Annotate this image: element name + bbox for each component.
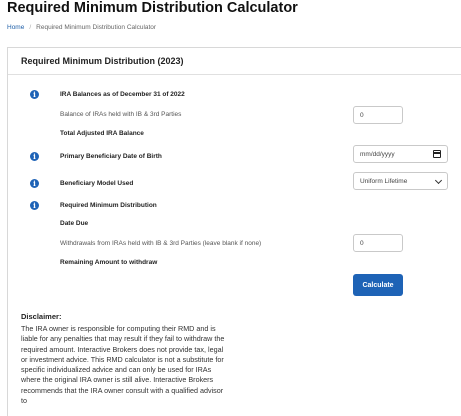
- selected-model: Uniform Lifetime: [360, 177, 408, 185]
- chevron-down-icon: [435, 177, 442, 184]
- info-icon[interactable]: i: [30, 179, 39, 188]
- balance-label: Balance of IRAs held with IB & 3rd Parties: [60, 111, 182, 118]
- beneficiary-dob-label: Primary Beneficiary Date of Birth: [60, 153, 162, 160]
- info-icon[interactable]: i: [30, 90, 39, 99]
- beneficiary-model-select[interactable]: [353, 172, 448, 190]
- date-placeholder: mm/dd/yyyy: [360, 150, 395, 158]
- ira-balances-heading: IRA Balances as of December 31 of 2022: [60, 91, 185, 98]
- info-icon[interactable]: i: [30, 152, 39, 161]
- withdrawals-label: Withdrawals from IRAs held with IB & 3rd Parties (leave blank if none): [60, 240, 262, 247]
- calculate-button[interactable]: Calculate: [353, 274, 403, 296]
- breadcrumb: [7, 24, 156, 31]
- info-icon[interactable]: i: [30, 201, 39, 210]
- card-header: [8, 48, 461, 75]
- disclaimer-text: The IRA owner is responsible for computing their RMD and is liable for any penalties that may result if they fail to withdraw the required amount. Interactive Brokers does not provide tax, legal or investment advice. This RMD calculator is not a substitute for specific individualized advice and can only be used for IRAs where the original IRA owner is still alive. Interactive Brokers recommends that the IRA owner consult with a qualified advisor to: [21, 324, 225, 406]
- page-title: Required Minimum Distribution Calculator: [7, 0, 298, 16]
- calculator-card: [7, 47, 461, 416]
- rmd-label: Required Minimum Distribution: [60, 202, 157, 209]
- beneficiary-model-label: Beneficiary Model Used: [60, 180, 134, 187]
- date-due-label: Date Due: [60, 220, 89, 227]
- balance-input[interactable]: 0: [353, 106, 403, 124]
- total-adjusted-label: Total Adjusted IRA Balance: [60, 130, 144, 137]
- remaining-label: Remaining Amount to withdraw: [60, 259, 158, 266]
- card-title: Required Minimum Distribution (2023): [21, 56, 184, 66]
- calendar-icon[interactable]: [433, 150, 441, 158]
- withdrawals-input[interactable]: 0: [353, 234, 403, 252]
- beneficiary-dob-field[interactable]: [353, 145, 448, 163]
- breadcrumb-current: Required Minimum Distribution Calculator: [36, 24, 157, 31]
- breadcrumb-separator: /: [29, 24, 32, 31]
- breadcrumb-home-link[interactable]: Home: [7, 24, 25, 31]
- disclaimer-title: Disclaimer:: [21, 312, 62, 321]
